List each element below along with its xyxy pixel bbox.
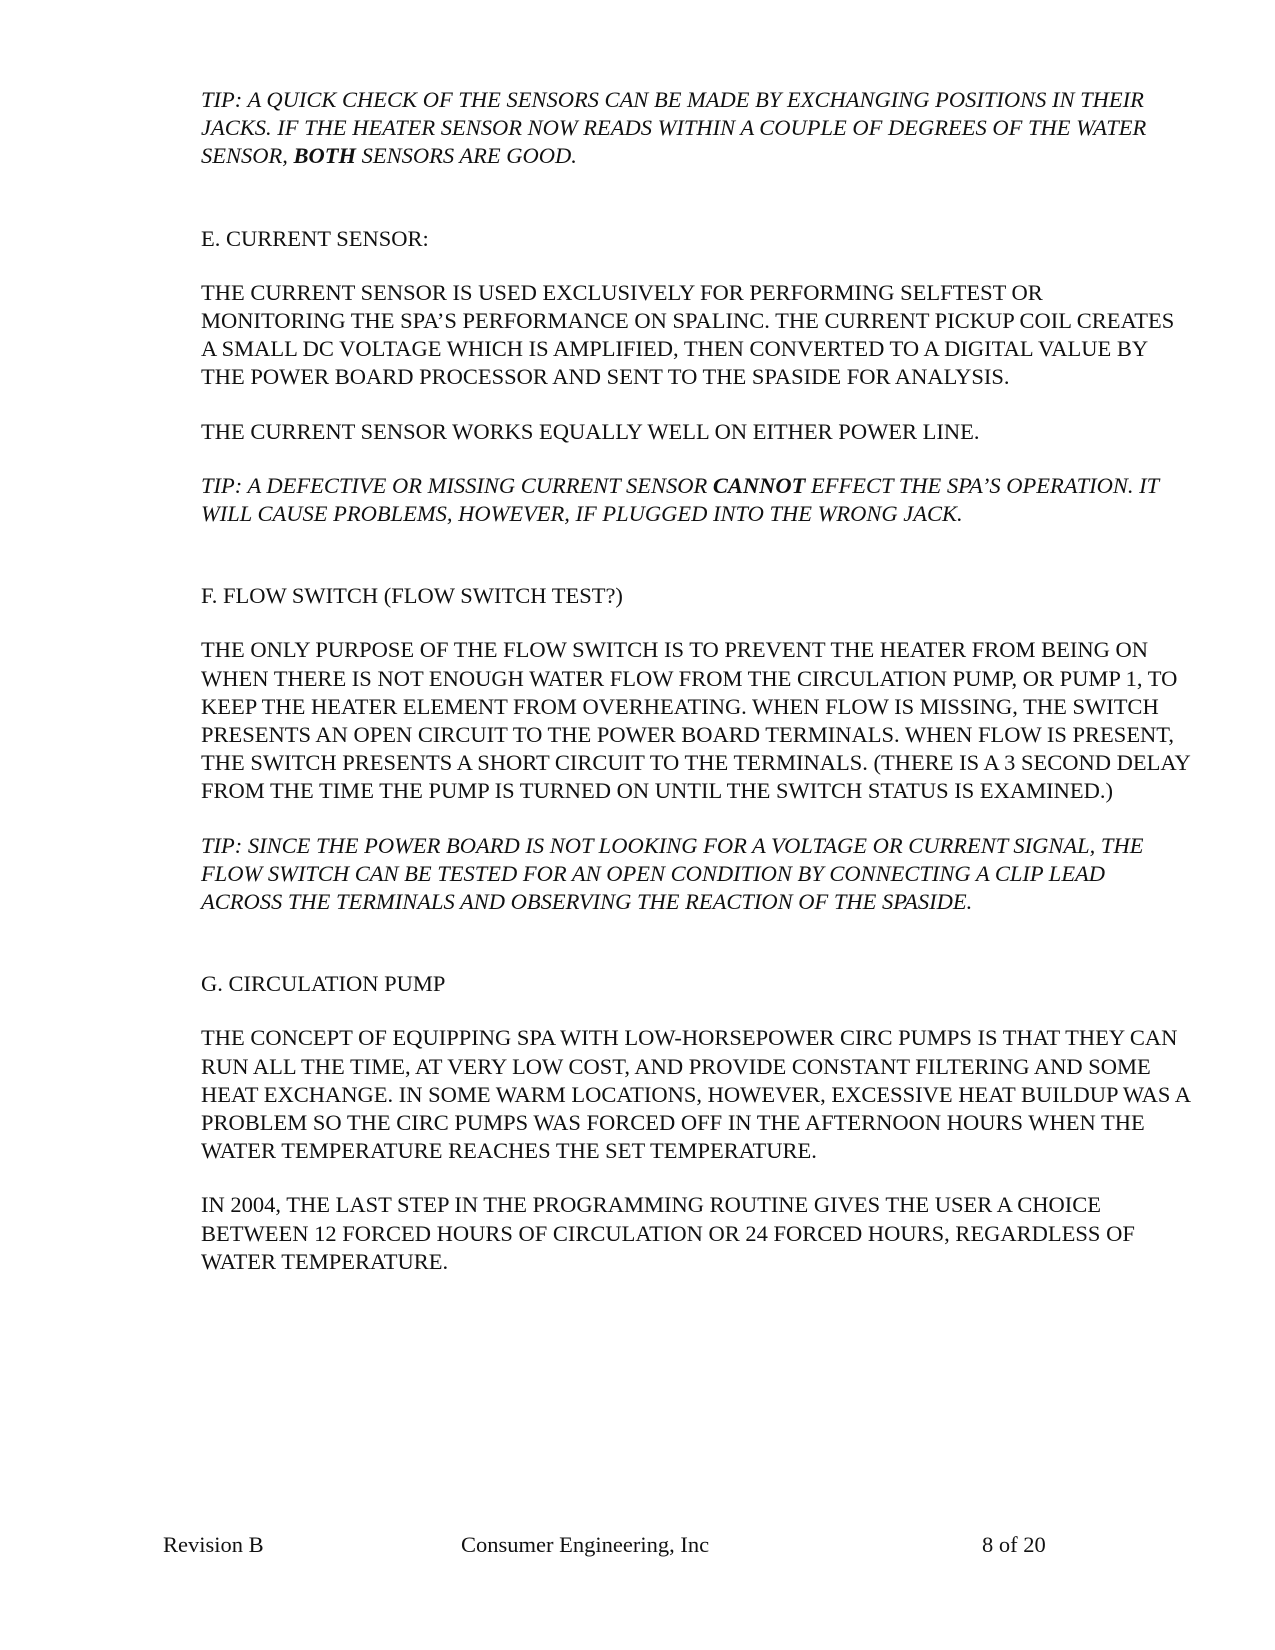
section-heading-current-sensor: E. CURRENT SENSOR: bbox=[201, 225, 429, 251]
paragraph: THE CURRENT SENSOR WORKS EQUALLY WELL ON EITHER POWER LINE. bbox=[201, 418, 980, 444]
paragraph: THE CONCEPT OF EQUIPPING SPA WITH LOW-HORSEPOWER CIRC PUMPS IS THAT THEY CAN RUN ALL THE TIME, AT VERY LOW COST, AND PROVIDE CONSTANT FILTERING AND SOME HEAT EXCHANGE. IN SOME WARM LOCATIONS, HOWEVER, EXCESSIVE HEAT BUILDUP WAS A PROBLEM SO THE CIRC PUMPS WAS FORCED OFF IN THE AFTERNOON HOURS WHEN THE WATER TEMPERATURE REACHES THE SET TEMPERATURE. bbox=[201, 1025, 1190, 1164]
tip-emphasis: CANNOT bbox=[712, 472, 806, 498]
tip-text: EFFECT THE SPA’S OPERATION. IT WILL CAUSE PROBLEMS, HOWEVER, IF PLUGGED INTO THE WRONG JACK. bbox=[201, 472, 1159, 527]
tip-flow-switch: TIP: SINCE THE POWER BOARD IS NOT LOOKING FOR A VOLTAGE OR CURRENT SIGNAL, THE FLOW SWITCH CAN BE TESTED FOR AN OPEN CONDITION BY CONNECTING A CLIP LEAD ACROSS THE TERMINALS AND OBSERVING THE REACTION OF THE SPASIDE. bbox=[201, 832, 1144, 915]
tip-text: SENSORS ARE GOOD. bbox=[356, 143, 577, 169]
paragraph: THE CURRENT SENSOR IS USED EXCLUSIVELY FOR PERFORMING SELFTEST OR MONITORING THE SPA’S PERFORMANCE ON SPALINC. THE CURRENT PICKUP COIL CREATES A SMALL DC VOLTAGE WHICH IS AMPLIFIED, THEN CONVERTED TO A DIGITAL VALUE BY THE POWER BOARD PROCESSOR AND SENT TO THE SPASIDE FOR ANALYSIS. bbox=[201, 279, 1175, 390]
paragraph: THE ONLY PURPOSE OF THE FLOW SWITCH IS TO PREVENT THE HEATER FROM BEING ON WHEN THERE IS NOT ENOUGH WATER FLOW FROM THE CIRCULATION PUMP, OR PUMP 1, TO KEEP THE HEATER ELEMENT FROM OVERHEATING. WHEN FLOW IS MISSING, THE SWITCH PRESENTS AN OPEN CIRCUIT TO THE POWER BOARD TERMINALS. WHEN FLOW IS PRESENT, THE SWITCH PRESENTS A SHORT CIRCUIT TO THE TERMINALS. (THERE IS A 3 SECOND DELAY FROM THE TIME THE PUMP IS TURNED ON UNTIL THE SWITCH STATUS IS EXAMINED.) bbox=[201, 637, 1190, 804]
section-heading-circulation-pump: G. CIRCULATION PUMP bbox=[201, 971, 446, 997]
tip-text: TIP: A QUICK CHECK OF THE SENSORS CAN BE MADE BY EXCHANGING POSITIONS IN THEIR JACKS. IF THE HEATER SENSOR NOW READS WITHIN A COUPLE OF DEGREES OF THE WATER SENSOR, bbox=[201, 87, 1147, 169]
tip-emphasis: BOTH bbox=[293, 143, 357, 169]
footer-revision: Revision B bbox=[163, 1532, 264, 1557]
tip-sensor-check bbox=[201, 86, 1191, 171]
tip-current-sensor bbox=[201, 472, 1191, 528]
document-body bbox=[201, 86, 1191, 1302]
footer-page-number: 8 of 20 bbox=[982, 1532, 1046, 1557]
section-heading-flow-switch: F. FLOW SWITCH (FLOW SWITCH TEST?) bbox=[201, 583, 623, 609]
tip-text: TIP: A DEFECTIVE OR MISSING CURRENT SENSOR bbox=[201, 472, 713, 498]
footer-company: Consumer Engineering, Inc bbox=[461, 1532, 710, 1557]
paragraph: IN 2004, THE LAST STEP IN THE PROGRAMMING ROUTINE GIVES THE USER A CHOICE BETWEEN 12 FORCED HOURS OF CIRCULATION OR 24 FORCED HOURS, REGARDLESS OF WATER TEMPERATURE. bbox=[201, 1192, 1135, 1274]
